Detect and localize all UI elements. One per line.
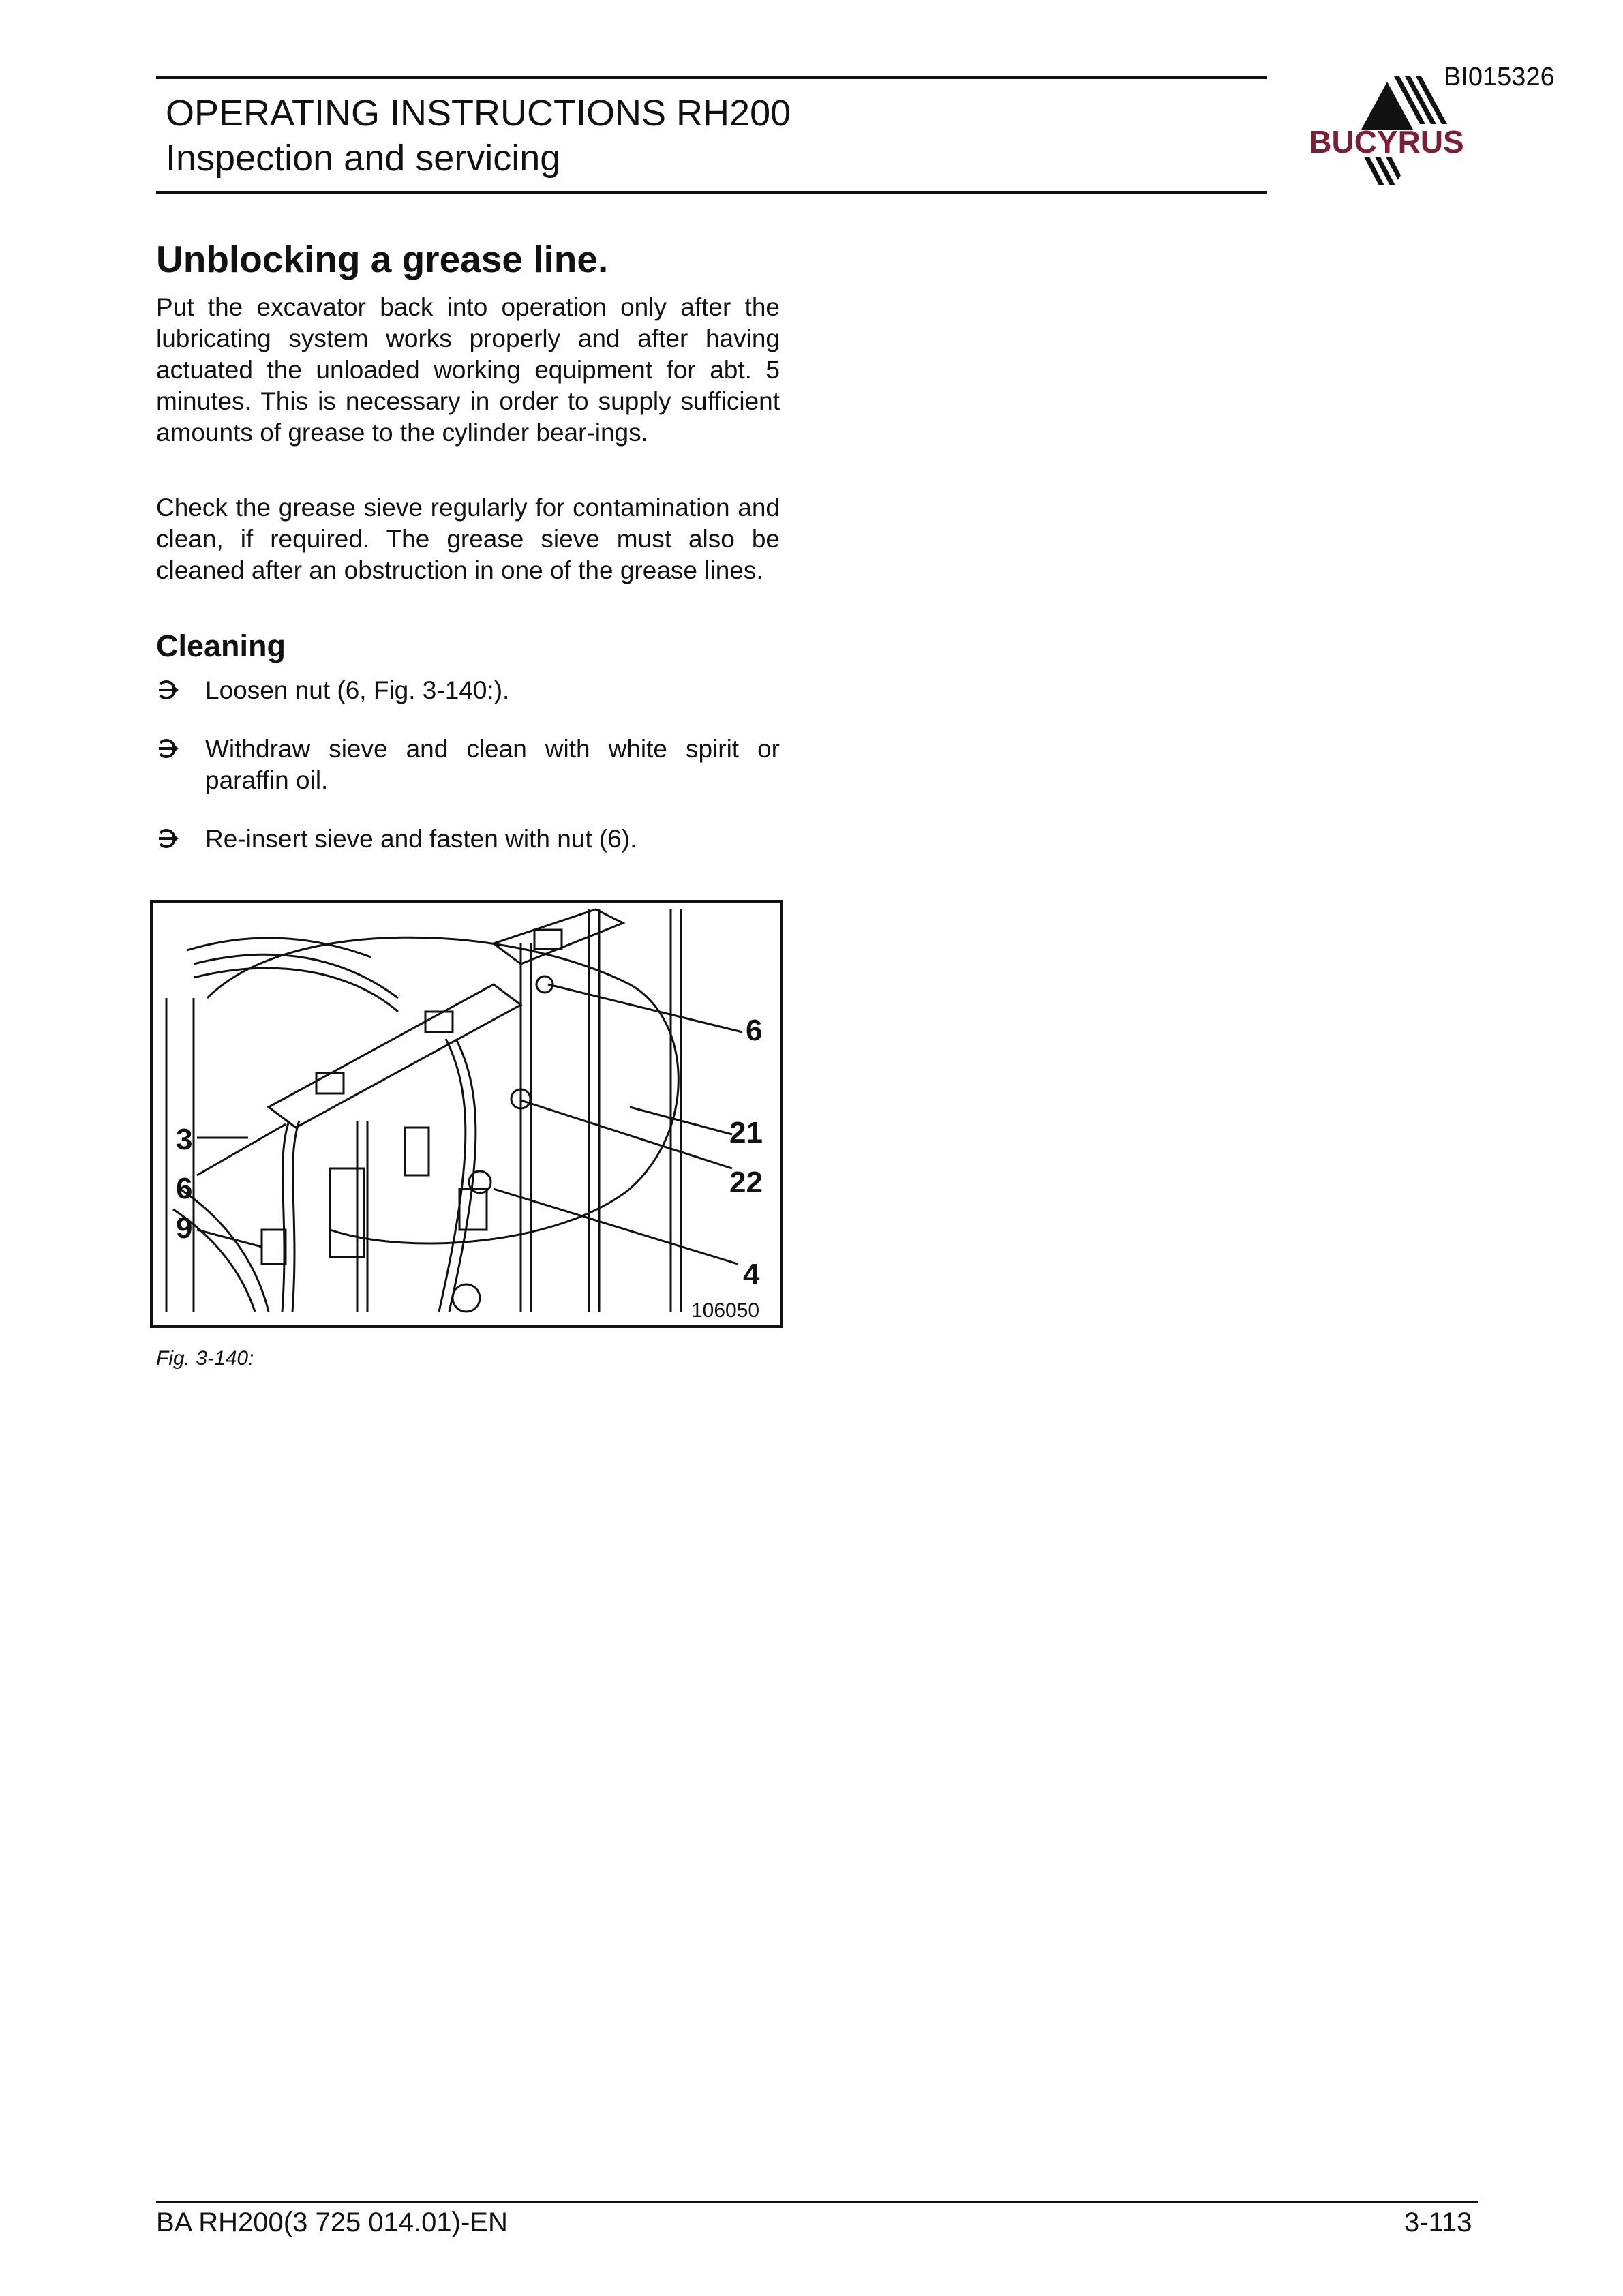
step-text: Withdraw sieve and clean with white spirit or paraffin oil. bbox=[205, 735, 780, 794]
step-reinsert-sieve bbox=[156, 824, 780, 855]
header-subtitle: Inspection and servicing bbox=[166, 138, 561, 179]
callout-22: 22 bbox=[729, 1166, 763, 1199]
callout-4: 4 bbox=[743, 1258, 760, 1291]
callout-6-right: 6 bbox=[746, 1014, 763, 1047]
header-top-rule bbox=[156, 76, 1267, 79]
bucyrus-logo bbox=[1299, 76, 1474, 192]
step-text: Loosen nut (6, Fig. 3-140:). bbox=[205, 676, 510, 704]
figure-number: 106050 bbox=[691, 1299, 760, 1322]
logo-wordmark: BUCYRUS bbox=[1309, 124, 1464, 160]
footer-rule bbox=[156, 2201, 1478, 2203]
header-title: OPERATING INSTRUCTIONS RH200 bbox=[166, 93, 791, 134]
document-id: BI015326 bbox=[1444, 63, 1555, 91]
footer-document-code: BA RH200(3 725 014.01)-EN bbox=[156, 2207, 508, 2237]
callout-21: 21 bbox=[729, 1116, 763, 1149]
arrow-circle-icon bbox=[156, 734, 183, 768]
arrow-circle-icon bbox=[156, 675, 183, 710]
arrow-circle-icon bbox=[156, 824, 183, 858]
step-loosen-nut bbox=[156, 675, 780, 706]
figure-grease-system bbox=[150, 900, 783, 1328]
figure-caption: Fig. 3-140: bbox=[156, 1347, 254, 1370]
paragraph-sieve: Check the grease sieve regularly for contamination and clean, if required. The grease sieve must also be cleaned after an obstruction in one of the grease lines. bbox=[156, 494, 780, 584]
cleaning-heading: Cleaning bbox=[156, 629, 286, 663]
callout-9: 9 bbox=[176, 1211, 193, 1245]
header-bottom-rule bbox=[156, 191, 1267, 194]
section-heading: Unblocking a grease line. bbox=[156, 238, 609, 280]
technical-drawing bbox=[153, 903, 780, 1325]
callout-6-left: 6 bbox=[176, 1172, 193, 1205]
step-text: Re-insert sieve and fasten with nut (6). bbox=[205, 825, 637, 853]
page-number: 3-113 bbox=[1404, 2207, 1472, 2237]
step-withdraw-sieve bbox=[156, 734, 780, 796]
paragraph-operation: Put the excavator back into operation only after the lubricating system works properly and after having actuated the unloaded working equipment for abt. 5 minutes. This is necessary in order to supply sufficient amounts of grease to the cylinder bear-ings. bbox=[156, 293, 780, 447]
callout-3: 3 bbox=[176, 1123, 193, 1156]
